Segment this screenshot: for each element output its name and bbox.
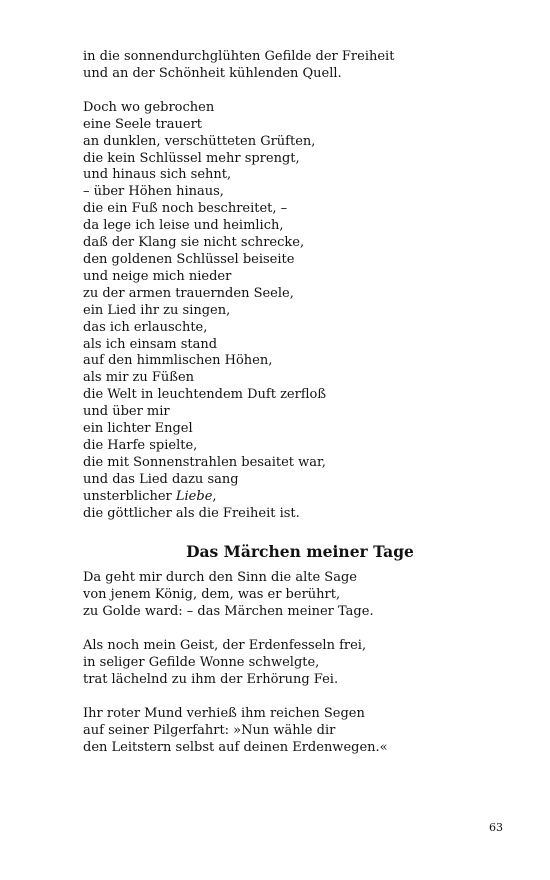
poem-line: als mir zu Füßen bbox=[83, 370, 195, 386]
poem-line: Da geht mir durch den Sinn die alte Sage bbox=[83, 570, 357, 586]
poem1-stanza-2 bbox=[83, 100, 503, 523]
poem-line: die mit Sonnenstrahlen besaitet war, bbox=[83, 454, 326, 470]
poem-line: und hinaus sich sehnt, bbox=[83, 167, 232, 183]
poem-line: zu der armen trauernden Seele, bbox=[83, 285, 294, 301]
poem-line: den Leitstern selbst auf deinen Erdenwegen.« bbox=[83, 739, 388, 755]
poem-line: an dunklen, verschütteten Grüften, bbox=[83, 133, 316, 149]
poem-line: in die sonnendurchglühten Gefilde der Freiheit bbox=[83, 49, 395, 64]
poem-line: auf seiner Pilgerfahrt: »Nun wähle dir bbox=[83, 722, 336, 738]
poem-line: – über Höhen hinaus, bbox=[83, 184, 224, 200]
poem-line: Als noch mein Geist, der Erdenfesseln frei, bbox=[83, 638, 367, 654]
poem-line: und an der Schönheit kühlenden Quell. bbox=[83, 65, 342, 81]
poem-line: in seliger Gefilde Wonne schwelgte, bbox=[83, 655, 320, 671]
liebe-suffix: , bbox=[212, 488, 217, 504]
poem-line-liebe bbox=[83, 489, 503, 506]
poem-line: ein lichter Engel bbox=[83, 421, 193, 437]
liebe-prefix: unsterblicher bbox=[83, 488, 176, 504]
poem-line: zu Golde ward: – das Märchen meiner Tage. bbox=[83, 604, 374, 620]
poem-line: und neige mich nieder bbox=[83, 268, 232, 284]
poem-title: Das Märchen meiner Tage bbox=[186, 542, 414, 562]
poem-line: die ein Fuß noch beschreitet, – bbox=[83, 201, 288, 217]
poem2-stanza-3 bbox=[83, 706, 503, 757]
poem-line: von jenem König, dem, was er berührt, bbox=[83, 587, 341, 603]
poem-line: die Harfe spielte, bbox=[83, 437, 198, 453]
poem-line: das ich erlauschte, bbox=[83, 319, 208, 335]
poem-line: die kein Schlüssel mehr sprengt, bbox=[83, 150, 300, 166]
poem-line: die Welt in leuchtendem Duft zerfloß bbox=[83, 387, 327, 403]
poem2-stanza-1 bbox=[83, 570, 503, 621]
poem-line: als ich einsam stand bbox=[83, 336, 218, 352]
liebe-word: Liebe bbox=[175, 488, 213, 504]
poem-line: da lege ich leise und heimlich, bbox=[83, 218, 284, 234]
page-content bbox=[83, 49, 503, 757]
poem-line: ein Lied ihr zu singen, bbox=[83, 302, 231, 318]
poem-line: Ihr roter Mund verhieß ihm reichen Segen bbox=[83, 705, 365, 721]
poem-line: auf den himmlischen Höhen, bbox=[83, 353, 273, 369]
poem1-stanza-1 bbox=[83, 49, 503, 83]
page-number: 63 bbox=[489, 821, 503, 834]
poem-line: und das Lied dazu sang bbox=[83, 471, 239, 487]
poem-line: trat lächelnd zu ihm der Erhörung Fei. bbox=[83, 672, 339, 687]
poem-line: Doch wo gebrochen bbox=[83, 99, 215, 115]
poem-line: die göttlicher als die Freiheit ist. bbox=[83, 505, 300, 521]
poem2-stanza-2 bbox=[83, 638, 503, 689]
poem-line: daß der Klang sie nicht schrecke, bbox=[83, 235, 305, 251]
poem-line: den goldenen Schlüssel beiseite bbox=[83, 251, 295, 267]
poem-line: und über mir bbox=[83, 404, 170, 420]
poem-line: eine Seele trauert bbox=[83, 116, 203, 132]
